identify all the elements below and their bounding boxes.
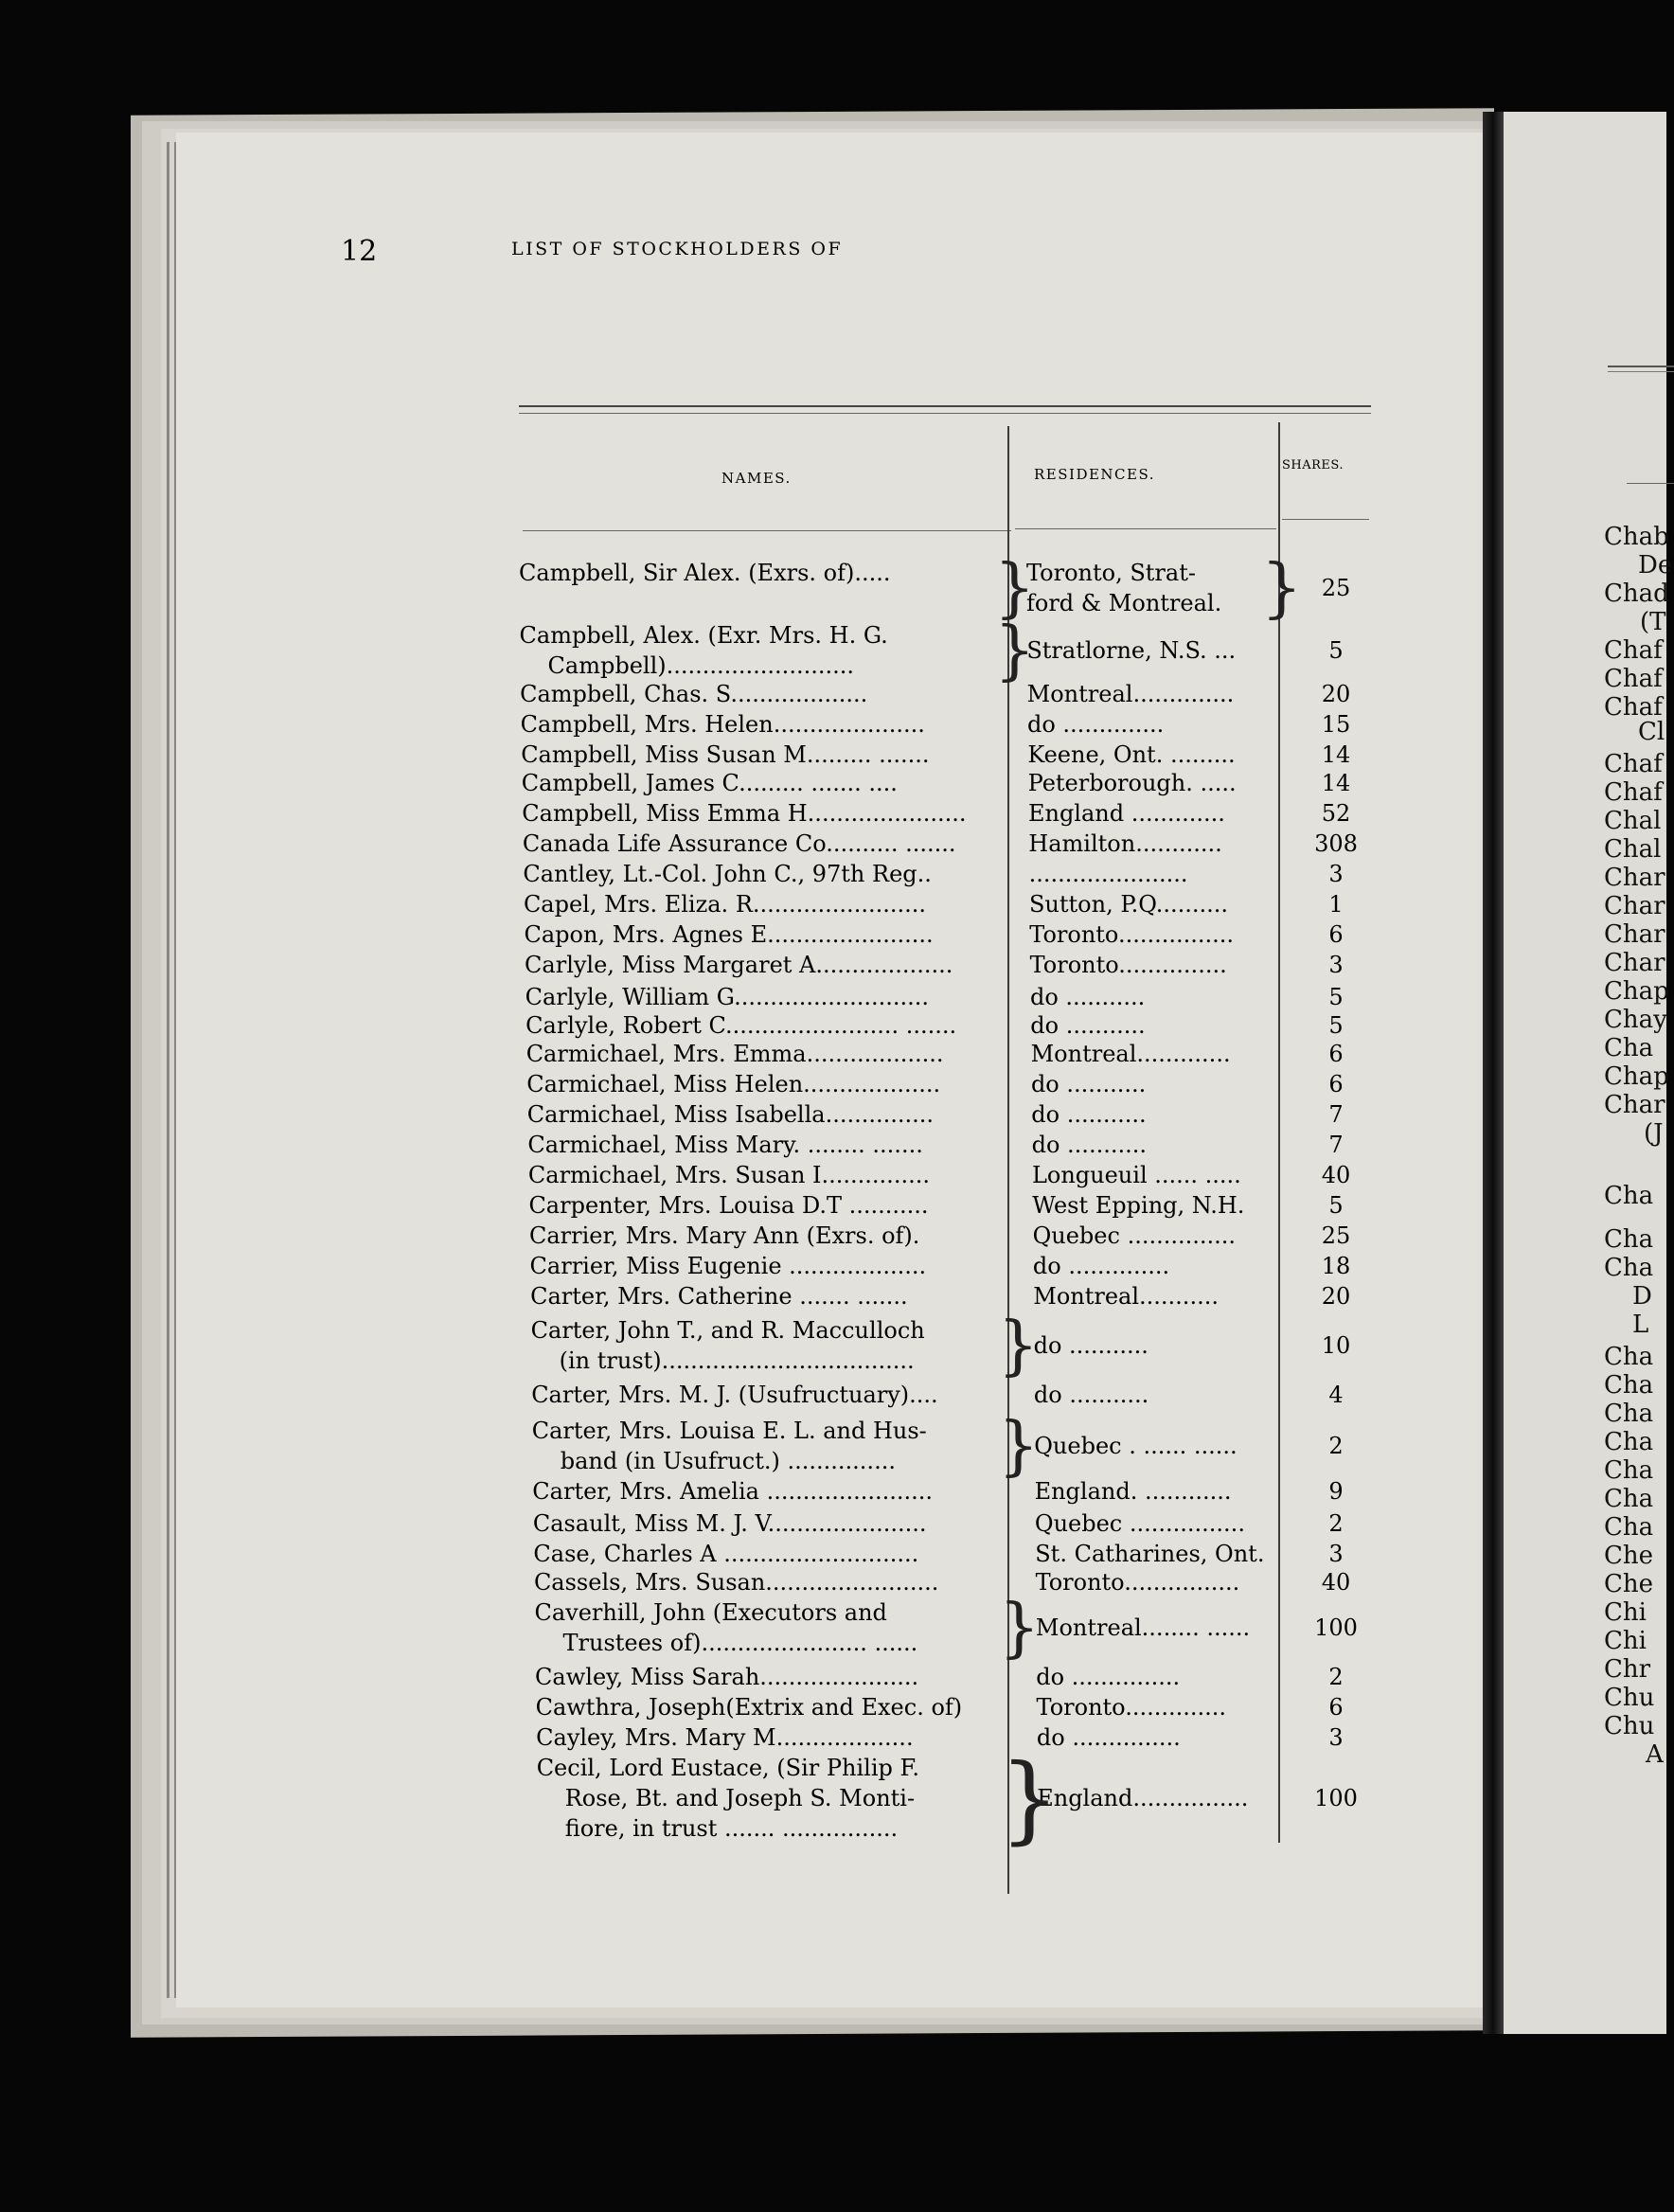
stockholder-residence: Quebec ............... <box>1032 1222 1236 1249</box>
stockholder-name: Casault, Miss M. J. V...................... <box>532 1510 927 1537</box>
facing-page-fragment: Chaf <box>1604 693 1663 722</box>
facing-page-fragment: Char <box>1604 949 1665 977</box>
stockholder-shares: 9 <box>1328 1478 1344 1505</box>
facing-page-fragment: Chab <box>1604 523 1669 551</box>
stockholder-name: Cassels, Mrs. Susan........................ <box>533 1569 939 1596</box>
facing-page-fragment: (J <box>1644 1119 1664 1148</box>
stockholder-residence: England ............. <box>1027 800 1225 827</box>
stockholder-name: Carter, Mrs. Catherine ....... ....... <box>530 1283 908 1310</box>
stockholder-name: Campbell, Miss Susan M......... ....... <box>521 741 930 768</box>
stockholder-name: Cawthra, Joseph(Extrix and Exec. of) <box>535 1694 963 1721</box>
stockholder-shares: 3 <box>1328 1541 1344 1567</box>
stockholder-residence: England................ <box>1037 1785 1249 1811</box>
facing-page-rule <box>1627 483 1674 484</box>
stockholder-residence: Sutton, P.Q.......... <box>1028 891 1229 918</box>
facing-page-fragment: Char <box>1604 864 1665 892</box>
column-header-underline <box>1015 528 1276 529</box>
facing-page-fragment: Cha <box>1604 1485 1654 1513</box>
facing-page-fragment: Char <box>1604 892 1665 920</box>
facing-page-fragment: Char <box>1604 1091 1665 1119</box>
facing-page-fragment: A <box>1646 1740 1664 1769</box>
stockholder-name: Campbell, Sir Alex. (Exrs. of)..... <box>519 560 891 586</box>
stockholder-name: Carrier, Mrs. Mary Ann (Exrs. of). <box>529 1222 920 1249</box>
facing-page-fragment: Cha <box>1604 1400 1654 1428</box>
stockholder-name: Carrier, Miss Eugenie ................... <box>529 1253 927 1279</box>
stockholder-name: Carter, John T., and R. Macculloch <box>530 1317 925 1344</box>
stockholder-name: Carmichael, Miss Isabella............... <box>526 1101 934 1128</box>
stockholder-residence: Quebec ................ <box>1034 1510 1245 1537</box>
stockholder-residence: England. ............ <box>1034 1478 1232 1505</box>
facing-page-fragment: D <box>1632 1282 1652 1311</box>
stockholder-residence: ...................... <box>1028 861 1188 887</box>
stockholder-name: Capon, Mrs. Agnes E....................... <box>524 921 934 948</box>
stockholder-name: Campbell, James C......... ....... .... <box>521 770 898 796</box>
stockholder-name: Carlyle, Miss Margaret A................... <box>525 952 953 978</box>
stockholder-residence: Toronto................ <box>1029 921 1235 948</box>
column-header-underline <box>1282 519 1369 520</box>
facing-page-fragment: Chad <box>1604 580 1669 608</box>
stockholder-shares: 40 <box>1321 1569 1351 1596</box>
stockholder-residence: Toronto................ <box>1035 1569 1240 1596</box>
facing-page-fragment: Chaf <box>1604 778 1663 807</box>
stockholder-shares: 20 <box>1321 681 1351 707</box>
facing-page-fragment: Chaf <box>1604 750 1663 778</box>
stockholder-residence: do .............. <box>1032 1253 1170 1279</box>
stockholder-residence: do ........... <box>1029 984 1146 1010</box>
stockholder-shares: 52 <box>1321 800 1351 827</box>
stockholder-residence: ford & Montreal. <box>1026 590 1222 616</box>
stockholder-shares: 15 <box>1321 711 1351 738</box>
stockholder-shares: 5 <box>1328 1012 1344 1039</box>
facing-page-fragment: L <box>1632 1311 1649 1339</box>
book-spine <box>1483 112 1504 2034</box>
stockholder-shares: 14 <box>1321 741 1351 768</box>
stockholder-shares: 2 <box>1328 1664 1344 1690</box>
header-rule <box>519 405 1371 407</box>
bracket-brace: } <box>1261 551 1303 626</box>
stockholder-name: Carmichael, Miss Mary. ........ ....... <box>527 1132 923 1158</box>
bracket-brace: } <box>998 1591 1041 1666</box>
stockholder-name: Cecil, Lord Eustace, (Sir Philip F. <box>536 1755 920 1781</box>
stockholder-name: Canada Life Assurance Co.......... ....... <box>522 830 956 857</box>
bracket-brace: } <box>994 614 1036 688</box>
stockholder-residence: do ............... <box>1036 1664 1181 1690</box>
facing-page-fragment: Cha <box>1604 1513 1654 1542</box>
facing-page-fragment: Chal <box>1604 807 1662 835</box>
stockholder-name: Carter, Mrs. M. J. (Usufructuary).... <box>531 1382 938 1408</box>
stockholder-name: Carter, Mrs. Amelia ....................... <box>532 1478 934 1505</box>
stockholder-name: Carmichael, Mrs. Susan I............... <box>527 1162 930 1188</box>
facing-page-fragment: Chr <box>1604 1655 1651 1684</box>
stockholder-shares: 308 <box>1314 830 1358 857</box>
page-number: 12 <box>341 235 378 268</box>
page-edge-line <box>167 142 169 1998</box>
facing-page <box>1504 112 1673 2034</box>
facing-page-fragment: (T <box>1640 608 1666 636</box>
stockholder-name: Rose, Bt. and Joseph S. Monti- <box>564 1785 916 1811</box>
facing-page-fragment: Cl <box>1638 718 1665 746</box>
facing-page-fragment: Cha <box>1604 1343 1654 1371</box>
stockholder-shares: 100 <box>1314 1785 1358 1811</box>
stockholder-residence: do ............... <box>1036 1724 1181 1751</box>
column-header-underline <box>523 530 1011 531</box>
stockholder-shares: 4 <box>1328 1382 1344 1408</box>
stockholder-residence: Peterborough. ..... <box>1027 770 1237 796</box>
stockholder-name: Carpenter, Mrs. Louisa D.T ........... <box>528 1192 929 1219</box>
stockholder-residence: Montreal............. <box>1030 1041 1231 1067</box>
stockholder-residence: St. Catharines, Ont. <box>1035 1541 1265 1567</box>
bracket-brace: } <box>999 1743 1060 1854</box>
stockholder-shares: 2 <box>1328 1433 1344 1459</box>
stockholder-shares: 7 <box>1328 1132 1344 1158</box>
stockholder-shares: 2 <box>1328 1510 1344 1537</box>
stockholder-shares: 5 <box>1328 1192 1344 1219</box>
stockholder-name: Carter, Mrs. Louisa E. L. and Hus- <box>531 1418 927 1444</box>
facing-page-fragment: Chu <box>1604 1712 1655 1740</box>
stockholder-name: Campbell, Miss Emma H...................... <box>522 800 967 827</box>
stockholder-residence: Stratlorne, N.S. ... <box>1026 637 1237 664</box>
stockholder-shares: 25 <box>1321 1222 1351 1249</box>
stockholder-residence: do .............. <box>1026 711 1165 738</box>
stockholder-name: fiore, in trust ....... ................ <box>564 1815 899 1842</box>
stockholder-shares: 3 <box>1328 952 1344 978</box>
stockholder-shares: 3 <box>1328 861 1344 887</box>
facing-page-fragment: Cha <box>1604 1182 1654 1210</box>
stockholder-shares: 7 <box>1328 1101 1344 1128</box>
stockholder-residence: Keene, Ont. ......... <box>1027 741 1236 768</box>
stockholder-residence: Toronto, Strat- <box>1026 560 1196 586</box>
facing-page-fragment: Cha <box>1604 1254 1654 1282</box>
facing-page-fragment: Cha <box>1604 1371 1654 1400</box>
stockholder-name: Cayley, Mrs. Mary M................... <box>536 1724 914 1751</box>
stockholder-name: Campbell, Alex. (Exr. Mrs. H. G. <box>519 622 888 649</box>
stockholder-shares: 1 <box>1328 891 1344 918</box>
stockholder-name: Campbell, Chas. S................... <box>520 681 868 707</box>
bracket-brace: } <box>994 551 1036 626</box>
facing-page-fragment: Cha <box>1604 1034 1654 1062</box>
facing-page-fragment: De <box>1638 551 1673 580</box>
facing-page-rule <box>1608 366 1674 367</box>
stockholder-residence: Longueuil ...... ..... <box>1031 1162 1241 1188</box>
stockholder-name: band (in Usufruct.) ............... <box>560 1448 896 1474</box>
header-rule <box>519 413 1371 414</box>
stockholder-shares: 25 <box>1321 575 1351 601</box>
facing-page-fragment: Chi <box>1604 1598 1647 1627</box>
stockholder-name: (in trust)................................... <box>559 1347 915 1374</box>
facing-page-fragment: Chaf <box>1604 665 1663 693</box>
facing-page-fragment: Char <box>1604 920 1665 949</box>
facing-page-fragment: Cha <box>1604 1456 1654 1485</box>
stockholder-shares: 5 <box>1328 984 1344 1010</box>
stockholder-name: Trustees of)....................... ...... <box>562 1630 918 1656</box>
facing-page-fragment: Chal <box>1604 835 1662 864</box>
stockholder-name: Carmichael, Mrs. Emma................... <box>525 1041 944 1067</box>
stockholder-name: Campbell).......................... <box>547 652 854 679</box>
stockholder-name: Cantley, Lt.-Col. John C., 97th Reg.. <box>523 861 932 887</box>
stockholder-residence: do ........... <box>1033 1382 1149 1408</box>
facing-page-fragment: Che <box>1604 1542 1654 1570</box>
facing-page-fragment: Chay <box>1604 1006 1667 1034</box>
facing-page-fragment: Chu <box>1604 1684 1655 1712</box>
stockholder-shares: 100 <box>1314 1614 1358 1641</box>
stockholder-shares: 6 <box>1328 1071 1344 1097</box>
facing-page-fragment: Cha <box>1604 1225 1654 1254</box>
stockholder-residence: Montreal........... <box>1033 1283 1219 1310</box>
facing-page-fragment: Chi <box>1604 1627 1647 1655</box>
stockholder-residence: do ........... <box>1031 1132 1147 1158</box>
facing-page-fragment: Chap <box>1604 1062 1669 1091</box>
stockholder-name: Carlyle, Robert C........................ ....... <box>525 1012 957 1039</box>
stockholder-shares: 40 <box>1321 1162 1351 1188</box>
column-header-shares: SHARES. <box>1282 458 1344 473</box>
stockholder-residence: do ........... <box>1033 1332 1149 1359</box>
stockholder-residence: West Epping, N.H. <box>1032 1192 1245 1219</box>
stockholder-name: Capel, Mrs. Eliza. R........................ <box>523 891 926 918</box>
facing-page-fragment: Che <box>1604 1570 1654 1598</box>
stockholder-residence: do ........... <box>1031 1101 1147 1128</box>
stockholder-residence: Quebec . ...... ...... <box>1034 1433 1238 1459</box>
stockholder-name: Cawley, Miss Sarah...................... <box>535 1664 919 1690</box>
stockholder-shares: 14 <box>1321 770 1351 796</box>
stockholder-residence: Montreal.............. <box>1026 681 1235 707</box>
running-title: LIST OF STOCKHOLDERS OF <box>511 239 844 259</box>
facing-page-fragment: Cha <box>1604 1428 1654 1456</box>
stockholder-residence: do ........... <box>1030 1071 1147 1097</box>
stockholder-shares: 18 <box>1321 1253 1351 1279</box>
stockholder-residence: Toronto............... <box>1029 952 1227 978</box>
stockholder-shares: 6 <box>1328 1694 1344 1721</box>
facing-page-fragment: Chap <box>1604 977 1669 1006</box>
stockholder-residence: Montreal........ ...... <box>1035 1614 1251 1641</box>
column-header-residences: RESIDENCES. <box>1034 466 1155 483</box>
stockholder-name: Caverhill, John (Executors and <box>534 1599 887 1626</box>
stockholder-name: Case, Charles A ........................... <box>533 1541 919 1567</box>
stockholder-shares: 6 <box>1328 1041 1344 1067</box>
stockholder-shares: 10 <box>1321 1332 1351 1359</box>
stockholder-shares: 3 <box>1328 1724 1344 1751</box>
stockholder-shares: 20 <box>1321 1283 1351 1310</box>
stockholder-shares: 6 <box>1328 921 1344 948</box>
bracket-brace: } <box>997 1309 1040 1383</box>
column-header-names: NAMES. <box>721 470 792 487</box>
facing-page-fragment: Chaf <box>1604 636 1663 665</box>
stockholder-name: Carlyle, William G........................... <box>525 984 930 1010</box>
stockholder-residence: Hamilton............ <box>1028 830 1222 857</box>
stockholder-residence: Toronto.............. <box>1036 1694 1226 1721</box>
bracket-brace: } <box>998 1409 1040 1484</box>
stockholder-name: Campbell, Mrs. Helen..................... <box>520 711 925 738</box>
stockholder-shares: 5 <box>1328 637 1344 664</box>
stockholder-name: Carmichael, Miss Helen................... <box>526 1071 941 1097</box>
stockholder-residence: do ........... <box>1030 1012 1146 1039</box>
facing-page-rule <box>1608 371 1674 372</box>
